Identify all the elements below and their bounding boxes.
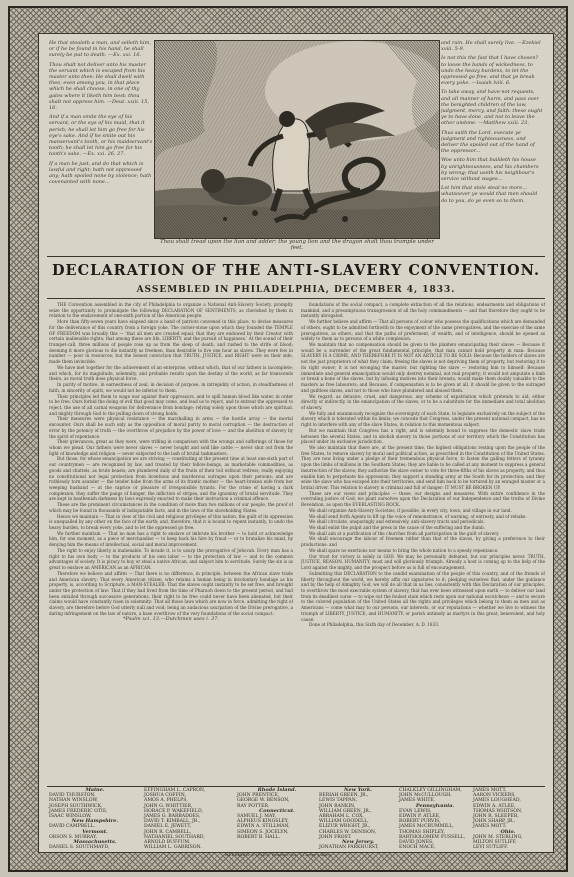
paragraph: The right to enjoy liberty is inalienable. To invade it, is to usurp the prerogative of Jehovah. Every man has a right to his own body — to the products of his own labor — to the protection of law — and to the common advantages of society. It is piracy to buy or steal a native African, and subject him to servitude. Surely the sin is as great to enslave an AMERICAN as an AFRICAN. <box>49 547 293 571</box>
paragraph: We shall circulate, unsparingly and extensively, anti-slavery tracts and periodicals. <box>309 519 485 525</box>
signer-name: LEVI SUTLIFF. <box>473 845 509 851</box>
verse: Let him that stole steal no more... whatsoever ye would that men should do to you, do ye even so to them. <box>441 185 538 204</box>
signer-name: THOMAS SHIPLEY, <box>399 829 445 835</box>
divider <box>47 298 545 299</box>
signer-name: WILLIAM L. GARRISON. <box>144 845 202 851</box>
declaration-column-right <box>301 302 545 784</box>
signer-name: DAVID JONES, <box>399 840 434 846</box>
signer-name: JOSHUA COFFIN, <box>144 793 186 799</box>
signer-name: JOSEPH SOUTHWICK, <box>49 803 103 809</box>
signer-name: JAMES G. BARBADOES, <box>144 814 201 820</box>
signer-name: JAMES WHITE. <box>399 798 436 804</box>
signers-column <box>237 788 317 840</box>
verse: To take away, and have-not requests, and all manner of harm, and pass over the benighted children of the law, judgment, mercy, and faith: these ought ye to have done, and not to leave the other undone. —Matthew xxiii. 23. <box>441 89 543 127</box>
signer-name: EDWIN A. ATLEE, <box>473 803 516 809</box>
signer-name: BARTHOLOMEW FUSSELL, <box>399 834 466 840</box>
state-heading: New York. <box>343 787 373 793</box>
signer-name: EVAN LEWIS, <box>399 808 432 814</box>
state-heading: Maine. <box>85 787 105 793</box>
engraving-picture <box>155 41 439 238</box>
paragraph: We fully and unanimously recognize the sovereignty of each State, to legislate exclusively on the subject of the slavery which is tolerated within its limits; we concede that Congress, under the present national compact, has no right to interfere with any of the slave States, in relation to this momentous subject. <box>301 410 545 428</box>
signer-name: JOHN PRENTICE, <box>237 793 280 799</box>
paragraph: We shall send forth Agents to lift up the voice of remonstrance, of warning, of entreaty, and of rebuke. <box>309 513 527 519</box>
signer-name: EDWIN P. ATLEE, <box>399 814 441 820</box>
signer-name: JOHN FROST. <box>319 834 352 840</box>
signer-name: JAMES MOTT. <box>473 824 507 830</box>
paragraph: We have met together for the achievement of an enterprise, without which, that of our fathers is incomplete; and which, for its magnitude, solemnity, and probable results upon the destiny of the world, as far transcends theirs, as moral truth does physical force. <box>49 364 293 382</box>
scripture-column-left <box>49 40 153 250</box>
declaration-column-left <box>49 302 293 784</box>
signer-name: DAVID THURSTON, <box>49 793 96 799</box>
signers-column <box>144 788 234 850</box>
signer-name: ELIZUR WRIGHT, JR., <box>319 824 371 830</box>
paragraph: We shall aim at a purification of the churches from all participation in the guilt of slavery. <box>309 530 500 536</box>
signer-name: DANIEL E. JEWETT, <box>144 824 192 830</box>
paragraph: Their measures were physical resistance — the marshalling in arms — the hostile array — the mortal encounter. Ours shall be such only as the opposition of moral purity to moral corruption — the destruction of error by the potency of truth — the overthrow of prejudice by the power of love — and the abolition of slavery by the spirit of repentance. <box>49 416 293 439</box>
state-heading: Pennsylvania. <box>415 802 455 809</box>
signer-name: JOHN G. WHITTIER, <box>144 803 193 809</box>
state-heading: Vermont. <box>82 828 108 835</box>
signer-name: JONATHAN PARKHURST, <box>319 845 379 851</box>
signer-name: JOHN M. STERLING, <box>473 834 523 840</box>
signer-name: AARON VICKERS, <box>473 793 516 799</box>
signer-name: NATHANIEL SOUTHARD, <box>144 834 205 840</box>
engraving-illustration <box>154 40 440 239</box>
paragraph: Our trust for victory is solely in GOD. We may be personally defeated, but our principles never. TRUTH, JUSTICE, REASON, HUMANITY, must and will gloriously triumph. Already a host is coming up to the help of the Lord against the mighty, and the prospect before us is full of encouragement. <box>301 553 545 571</box>
signers-column <box>49 788 141 850</box>
signer-name: JAMES LOUGHEAD, <box>473 798 521 804</box>
signer-name: ARNOLD BUFFUM, <box>144 840 191 846</box>
signer-name: ENOCH MACE, <box>399 845 436 851</box>
signer-name: HORACE P. WAKEFIELD, <box>144 808 203 814</box>
paragraph: In purity of motive, in earnestness of zeal, in decision of purpose, in intrepidity of action, in steadfastness of faith, in sincerity of spirit, we would not be inferior to them. <box>49 382 293 393</box>
signer-name: MILTON SUTLIFF, <box>473 840 517 846</box>
state-heading: New Hampshire. <box>71 818 119 825</box>
state-heading: Connecticut. <box>259 807 295 814</box>
verse: Thou shalt not deliver unto his master the servant which is escaped from his master unto thee: He shall dwell with thee, even among you, in that place which he shall choose, in one of thy gates where it liketh him best: thou shalt not oppress him. —Deut. xxiii. 15, 16. <box>49 61 149 112</box>
document-title: DECLARATION OF THE ANTI-SLAVERY CONVENTION. <box>51 262 540 279</box>
state-heading: Ohio. <box>500 828 516 835</box>
paragraph: But we maintain that Congress has a right, and is solemnly bound to suppress the domestic slave trade between the several States, and to abolish slavery in those portions of our territory which the Constitution has placed under its exclusive jurisdiction. <box>301 427 545 445</box>
paragraph: Submitting this DECLARATION to the candid examination of the people of this country, and of the friends of liberty throughout the world, we hereby affix our signatures to it; pledging ourselves that, under the guidance and by the help of Almighty God, we will do all that in us lies, consistently with this Declaration of our principles, to overthrow the most execrable system of slavery, that has ever been witnessed upon earth — to deliver our land from its deadliest curse — to wipe out the foulest stain which rests upon our national escutcheon — and to secure to the colored population of the United States all the rights and privileges which belong to them as men and as Americans — come what may to our persons, our interests, or our reputations — whether we live to witness the triumph of LIBERTY, JUSTICE, and HUMANITY, or perish untimely as martyrs in this great, benevolent, and holy cause. <box>301 570 545 622</box>
paragraph: These are our views and principles — these, our designs and measures. With entire confidence in the overruling justice of God, we plant ourselves upon the Declaration of our Independence and the truths of Divine Revelation, as upon the EVERLASTING ROCK. <box>301 490 545 508</box>
signer-name: JOHN SHARP, JR., <box>473 819 516 825</box>
paragraph: We shall encourage the labour of freemen rather than that of the slaves, by giving a preference to their productions: and <box>301 536 545 548</box>
signer-name: EFFINGHAM L. CAPRON, <box>144 788 206 793</box>
signer-name: LEWIS TAPPAN, <box>319 798 357 804</box>
verse: Thus saith the Lord, execute ye judgment and righteousness, and deliver the spoiled out of the hand of the oppressor... <box>441 129 535 155</box>
paragraph: We also maintain that there are, at the present time, the highest obligations resting upon the people of the free States, to remove slavery by moral and political action, as prescribed in the Constitution of the United States. They are now living under a pledge of their tremendous physical force, to fasten the galling fetters of tyranny upon the limbs of millions in the Southern States; they are liable to be called at any moment to suppress a general insurrection of the slaves; they authorize the slave owner to vote for three-fifths of his slaves as property, and thus enable him to perpetuate his oppression; they support a standing army at the South for its protection; and they seize the slave who has escaped into their territories, and send him back to be tortured by an enraged master or a brutal driver. This relation to slavery is criminal and full of danger: IT MUST BE BROKEN UP. <box>301 444 545 490</box>
paragraph: Therefore we believe and affirm — That there is no difference, in principle, between the African slave trade and American slavery: That every American citizen, who retains a human being in involuntary bondage as his property, is, according to Scripture, a MAN-STEALER: That the slaves ought instantly to be set free, and brought under the protection of law: That if they had lived from the time of Pharaoh down to the present period, and had been entailed through successive generations, their right to be free could never have been alienated, but their claims would have constantly risen in solemnity: That all those laws which are now in force, admitting the right of slavery, are therefore before God utterly null and void; being an audacious usurpation of the Divine prerogative, a daring infringement on the law of nature, a base overthrow of the very foundations of the social compact. <box>49 570 293 616</box>
paragraph: We shall enlist the pulpit and the press in the cause of the suffering and the dumb. <box>309 525 486 531</box>
paragraph: These are the prominent circumstances in the condition of more than two millions of our people, the proof of which may be found in thousands of indisputable facts, and in the laws of the slaveholding States. <box>49 502 293 513</box>
paragraph: Their grievances, great as they were, were trifling in comparison with the wrongs and sufferings of those for whom we plead. Our fathers were never slaves — never bought and sold like cattle — never shut out from the light of knowledge and religion — never subjected to the lash of brutal taskmasters. <box>49 439 293 456</box>
signer-name: ALPHEUS KINGSLEY, <box>237 819 289 825</box>
signer-name: ROBERT B. HALL. <box>237 834 281 840</box>
signer-name: ORSON S. MURRAY. <box>49 834 98 840</box>
divider <box>47 786 545 787</box>
signer-name: DAVID CAMPBELL. <box>49 824 95 830</box>
signer-name: NATHAN WINSLOW, <box>49 798 98 804</box>
signer-name: JAMES FREDERIC OTIS, <box>49 808 108 814</box>
signer-name: CHALKLEY GILLINGHAM, <box>399 788 462 793</box>
state-heading: New Jersey. <box>341 839 375 846</box>
verse: If a man be just, and do that which is lawful and right; hath not oppressed any; hath spoiled none by violence; hath covenanted with none... <box>49 160 152 186</box>
verse: and rain. He shall surely live. —Ezekiel xviii. 5-9. <box>441 40 541 53</box>
signer-name: JOHN R. SLEEPER, <box>473 814 519 820</box>
verse: And if a man smite the eye of his servant, or the eye of his maid, that it perish; he shall let him go free for his eye's sake. And if he smite out his manservant's tooth, or his maidservant's tooth; he shall let him go free for his tooth's sake. —Ex. xxi. 26, 27. <box>49 114 153 158</box>
verse: He that stealeth a man, and selleth him, or if he be found in his hand, he shall surely be put to death. —Ex. xxi. 16. <box>49 40 151 59</box>
paragraph: Done at Philadelphia, this Sixth day of December, A. D. 1833. <box>309 622 440 628</box>
signers-column <box>399 788 471 850</box>
divider <box>47 256 545 257</box>
signer-name: SAMUEL J. MAY, <box>237 814 277 820</box>
verse: Woe unto him that buildeth his house by unrighteousness, and his chambers by wrong; that useth his neighbour's service without wages... <box>441 157 539 183</box>
signer-name: ABRAHAM L. COX, <box>319 814 364 820</box>
signer-name: WILLIAM GREEN, JR., <box>319 808 372 814</box>
signer-name: WILLIAM GOODELL, <box>319 819 369 825</box>
paragraph: We further believe and affirm — That all persons of colour who possess the qualifications which are demanded of others, ought to be admitted forthwith to the enjoyment of the same prerogatives, and the exercise of the same prerogatives, as others; and that the paths of preferment, of wealth, and of intelligence, should be opened as widely to them as to persons of a white complexion. <box>301 319 545 342</box>
signer-name: GEORGE W. BENSON, <box>237 798 290 804</box>
paragraph: We further maintain — That no man has a right to enslave or imbrute his brother — to hold or acknowledge him, for one moment, as a piece of merchandise — to keep back his hire by fraud — or to brutalize his mind, by denying him the means of intellectual, social and moral improvement. <box>49 530 293 548</box>
paragraph: More than fifty-seven years have elapsed since a band of patriots convened in this place, to devise measures for the deliverance of this country from a foreign yoke. The corner-stone upon which they founded the TEMPLE OF FREEDOM was broadly this — 'that all men are created equal; that they are endowed by their Creator with certain inalienable rights; that among these are life, LIBERTY, and the pursuit of happiness.' At the sound of their trumpet-call, three millions of people rose up as from the sleep of death, and rushed to the strife of blood; deeming it more glorious to die instantly as freemen, than desirable to live one hour as slaves. They were few in number — poor in resources; but the honest conviction that TRUTH, JUSTICE, and RIGHT were on their side, made them invincible. <box>49 319 293 365</box>
signer-name: SIMEON S. JOCELYN, <box>237 829 289 835</box>
signer-name: JAMES McCRUMMILL, <box>399 824 454 830</box>
signer-name: AMOS A. PHELPS, <box>144 798 188 804</box>
signer-name: THOMAS WHITSON, <box>473 808 523 814</box>
paragraph: We regard, as delusive, cruel, and dangerous, any scheme of expatriation which pretends to aid, either directly or indirectly, in the emancipation of the slaves, or to be a substitute for the immediate and total abolition of slavery. <box>301 393 545 410</box>
signer-name: JAMES MOTT, <box>473 788 507 793</box>
paragraph: But those, for whose emancipation we are striving — constituting at the present time at least one-sixth part of our countrymen — are recognized by law, and treated by their fellow-beings, as marketable commodities, as goods and chattels, as brute beasts; are plundered daily of the fruits of their toil without redress; really enjoying no constitutional nor legal protection from licentious and murderous outrages upon their persons; and are ruthlessly torn asunder — the tender babe from the arms of its frantic mother — the heart-broken wife from her weeping husband — at the caprice or pleasure of irresponsible tyrants. For the crime of having a dark complexion, they suffer the pangs of hunger, the infliction of stripes, and the ignominy of brutal servitude. They are kept in heathenish darkness by laws expressly enacted to make their instruction a criminal offence. <box>49 456 293 502</box>
signer-name: RAY POTTER. <box>237 803 270 809</box>
paragraph: Their principles led them to wage war against their oppressors, and to spill human blood like water, in order to be free. Ours forbid the doing of evil that good may come, and lead us to reject, and to entreat the oppressed to reject, the use of all carnal weapons for deliverance from bondage; relying solely upon those which are spiritual, and mighty through God to the pulling down of strong holds. <box>49 393 293 416</box>
footnote-reference: *Psalm xci. 13.—Dutchmen uses i. 37. <box>123 615 219 622</box>
paragraph: Hence we maintain — That in view of the civil and religious privileges of this nation, the guilt of its oppression is unequalled by any other on the face of the earth; and, therefore, that it is bound to repent instantly, to undo the heavy burden, to break every yoke, and to let the oppressed go free. <box>49 513 293 531</box>
document-subtitle: ASSEMBLED IN PHILADELPHIA, DECEMBER 4, 1833. <box>136 285 456 295</box>
signer-name: ISAAC WINSLOW. <box>49 814 92 820</box>
signers-column <box>473 788 543 850</box>
state-heading: Massachusetts. <box>73 839 117 846</box>
signer-name: DAVID T. KIMBALL, JR., <box>144 819 201 825</box>
signer-name: EDWIN A. STILLMAN, <box>237 824 290 830</box>
signer-name: JOHN McCULLOUGH, <box>399 793 452 799</box>
paragraph: We shall organize Anti-Slavery Societies, if possible, in every city, town, and village in our land. <box>309 507 512 513</box>
paragraph: We shall spare no exertions nor means to bring the whole nation to a speedy repentance. <box>309 547 499 553</box>
signer-name: CHARLES W. DENISON, <box>319 829 377 835</box>
scripture-column-right <box>441 40 543 250</box>
signer-name: JOHN R. CAMBELL, <box>144 829 192 835</box>
printer-imprint: MERRIHEW & GUNN, Printers, No. 7 Carter's Alley. <box>224 852 332 857</box>
engraving-caption: Thou shalt tread upon the lion and adder: the young lion and the dragon shalt thou trample under feet. <box>159 239 435 251</box>
signer-name: BERIAH GREEN, JR., <box>319 793 369 799</box>
broadside-page <box>38 33 554 853</box>
paragraph: foundations of the social compact, a complete extinction of all the relations, endearments and obligations of mankind, and a presumptuous transgression of all the holy commandments — and that therefore they ought to be instantly abrogated. <box>301 302 545 319</box>
state-heading: Rhode Island. <box>257 787 297 793</box>
paragraph: We maintain that no compensation should be given to the planters emancipating their slaves — Because it would be a surrender of the great fundamental principle, that man cannot hold property in man: Because SLAVERY IS A CRIME, AND THEREFORE IT IS NOT AN ARTICLE TO BE SOLD: Because the holders of slaves are not the just proprietors of what they claim; freeing the slaves is not depriving them of property, but restoring it to its right owner; it is not wronging the master, but righting the slave — restoring him to himself: Because immediate and general emancipation would only destroy nominal, not real property; it would not amputate a limb or break a bone of the slaves, but by infusing motives into their breasts, would make them doubly valuable to the masters as free labourers; and Because, if compensation is to be given at all, it should be given to the outraged and guiltless slaves, and not to those who have plundered and abused them. <box>301 342 545 393</box>
signer-name: ROBERT PURVIS, <box>399 819 441 825</box>
signer-name: JOHN RANKIN, <box>319 803 356 809</box>
paragraph: THE Convention assembled in the city of Philadelphia to organize a National Anti-Slavery Society, promptly seize the opportunity to promulgate the following DECLARATION OF SENTIMENTS, as cherished by them in relation to the enslavement of one-sixth portion of the American people. <box>49 302 293 319</box>
signer-name: DANIEL S. SOUTHMAYD, <box>49 845 110 851</box>
signers-column <box>319 788 397 850</box>
signers-list <box>49 787 543 851</box>
verse: Is not this the fast that I have chosen? to loose the bands of wickedness, to undo the heavy burdens, to let the oppressed go free, and that ye break every yoke. —Isaiah lviii. 6. <box>441 55 539 87</box>
